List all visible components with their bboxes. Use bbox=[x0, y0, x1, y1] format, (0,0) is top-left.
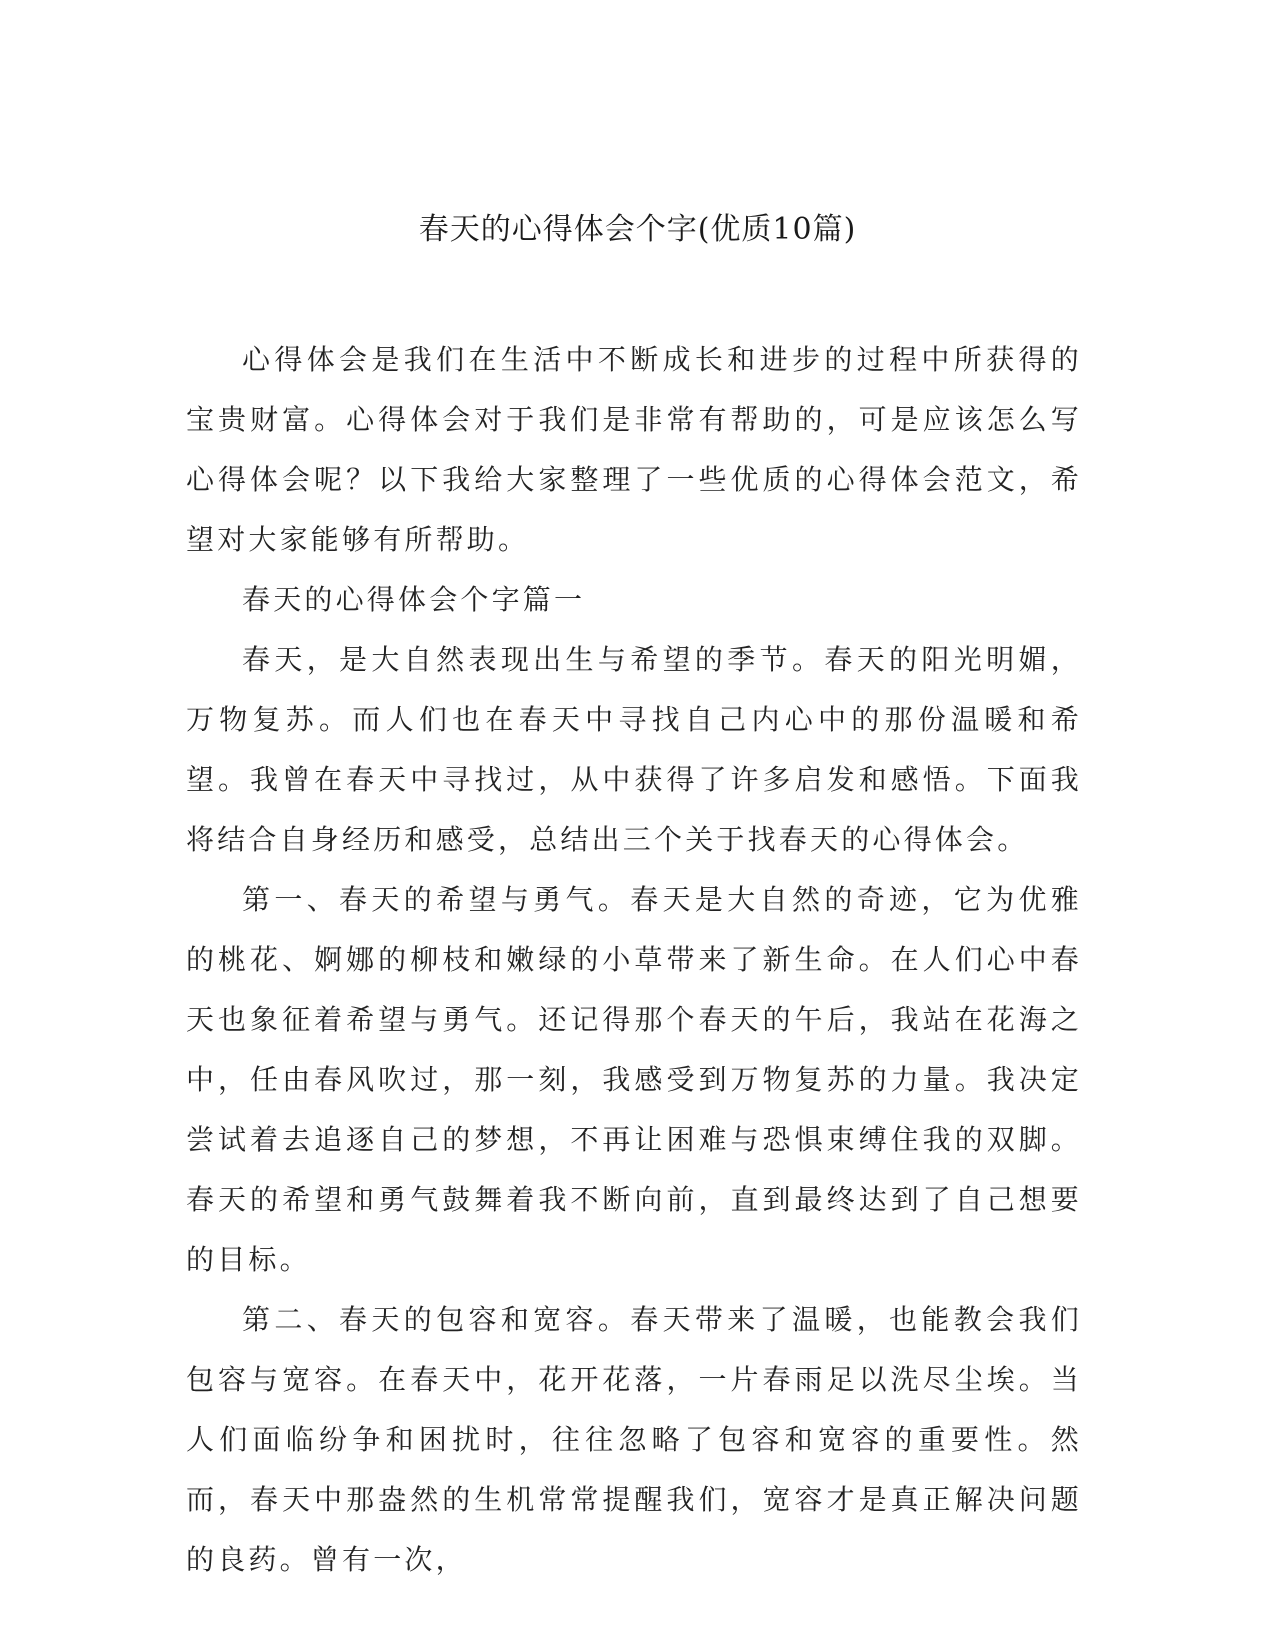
body-paragraph: 春天，是大自然表现出生与希望的季节。春天的阳光明媚，万物复苏。而人们也在春天中寻找自己内心中的那份温暖和希望。我曾在春天中寻找过，从中获得了许多启发和感悟。下面我将结合自身经历和感受，总结出三个关于找春天的心得体会。 bbox=[186, 643, 1082, 856]
body-paragraph: 第一、春天的希望与勇气。春天是大自然的奇迹，它为优雅的桃花、婀娜的柳枝和嫩绿的小草带来了新生命。在人们心中春天也象征着希望与勇气。还记得那个春天的午后，我站在花海之中，任由春风吹过，那一刻，我感受到万物复苏的力量。我决定尝试着去追逐自己的梦想，不再让困难与恐惧束缚住我的双脚。春天的希望和勇气鼓舞着我不断向前，直到最终达到了自己想要的目标。 bbox=[186, 883, 1082, 1276]
document-title: 春天的心得体会个字(优质10篇) bbox=[418, 212, 857, 247]
document-body bbox=[186, 330, 1082, 1590]
section-heading: 春天的心得体会个字篇一 bbox=[242, 583, 586, 616]
intro-paragraph: 心得体会是我们在生活中不断成长和进步的过程中所获得的宝贵财富。心得体会对于我们是非常有帮助的，可是应该怎么写心得体会呢？以下我给大家整理了一些优质的心得体会范文，希望对大家能够有所帮助。 bbox=[186, 343, 1082, 556]
body-paragraph: 第二、春天的包容和宽容。春天带来了温暖，也能教会我们包容与宽容。在春天中，花开花落，一片春雨足以洗尽尘埃。当人们面临纷争和困扰时，往往忽略了包容和宽容的重要性。然而，春天中那盎然的生机常常提醒我们，宽容才是真正解决问题的良药。曾有一次， bbox=[186, 1303, 1082, 1576]
